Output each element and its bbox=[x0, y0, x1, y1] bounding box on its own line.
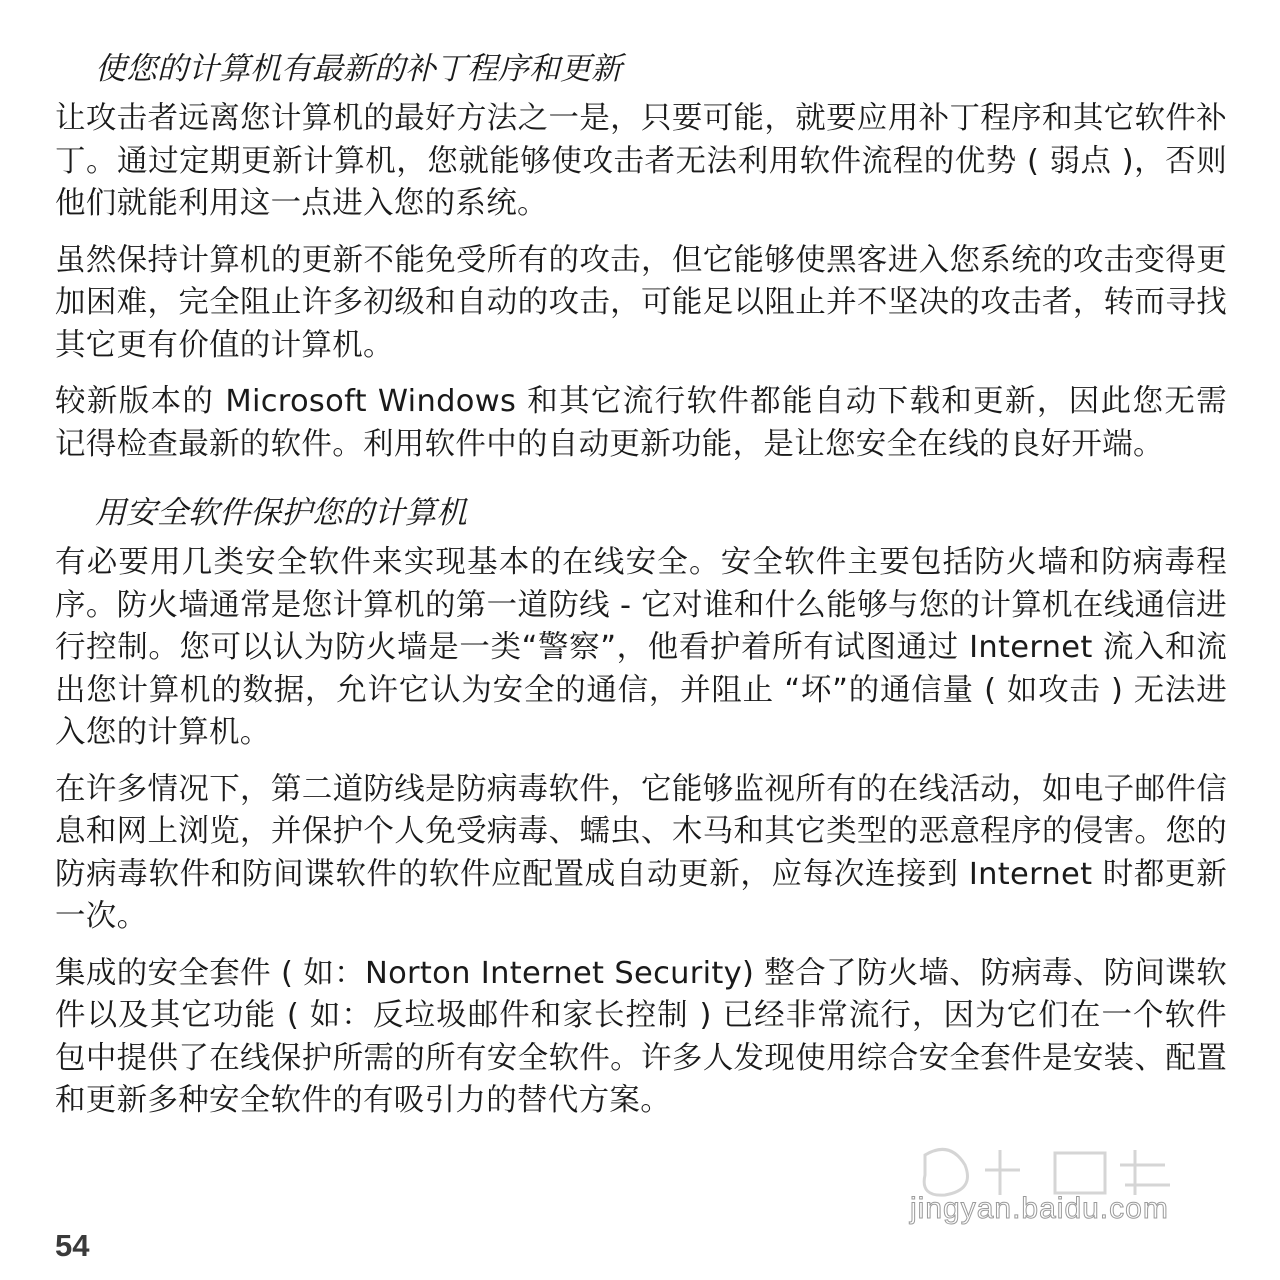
paragraph: 让攻击者远离您计算机的最好方法之一是，只要可能，就要应用补丁程序和其它软件补丁。通过定期更新计算机，您就能够使攻击者无法利用软件流程的优势 ( 弱点 )，否则他们就能利用这一点进入您的系统。 bbox=[55, 101, 1227, 221]
paragraph: 虽然保持计算机的更新不能免受所有的攻击，但它能够使黑客进入您系统的攻击变得更加困难，完全阻止许多初级和自动的攻击，可能足以阻止并不坚决的攻击者，转而寻找其它更有价值的计算机。 bbox=[55, 242, 1227, 363]
paragraph: 在许多情况下，第二道防线是防病毒软件，它能够监视所有的在线活动，如电子邮件信息和网上浏览，并保护个人免受病毒、蠕虫、木马和其它类型的恶意程序的侵害。您的防病毒软件和防间谍软件的软件应配置成自动更新，应每次连接到 Internet 时都更新一次。 bbox=[55, 771, 1227, 934]
page-number: 54 bbox=[55, 1228, 90, 1263]
document-page bbox=[55, 40, 1227, 1137]
paragraph: 有必要用几类安全软件来实现基本的在线安全。安全软件主要包括防火墙和防病毒程序。防火墙通常是您计算机的第一道防线 - 它对谁和什么能够与您的计算机在线通信进行控制。您可以认为防火墙是一类“警察”，他看护着所有试图通过 Internet 流入和流出您计算机的数据，允许它认为安全的通信，并阻止 “坏”的通信量 ( 如攻击 ) 无法进入您的计算机。 bbox=[55, 545, 1227, 750]
watermark-text: jingyan.baidu.com bbox=[910, 1192, 1169, 1225]
paragraph: 较新版本的 Microsoft Windows 和其它流行软件都能自动下载和更新，因此您无需记得检查最新的软件。利用软件中的自动更新功能，是让您安全在线的良好开端。 bbox=[55, 384, 1227, 462]
paragraph: 集成的安全套件 ( 如：Norton Internet Security) 整合了防火墙、防病毒、防间谍软件以及其它功能 ( 如：反垃圾邮件和家长控制 ) 已经非常流行，因为它们在一个软件包中提供了在线保护所需的所有安全软件。许多人发现使用综合安全套件是安装、配置和更新多种安全软件的有吸引力的替代方案。 bbox=[55, 955, 1227, 1118]
section-heading-updates: 使您的计算机有最新的补丁程序和更新 bbox=[95, 51, 622, 87]
section-heading-security-software: 用安全软件保护您的计算机 bbox=[95, 495, 467, 531]
